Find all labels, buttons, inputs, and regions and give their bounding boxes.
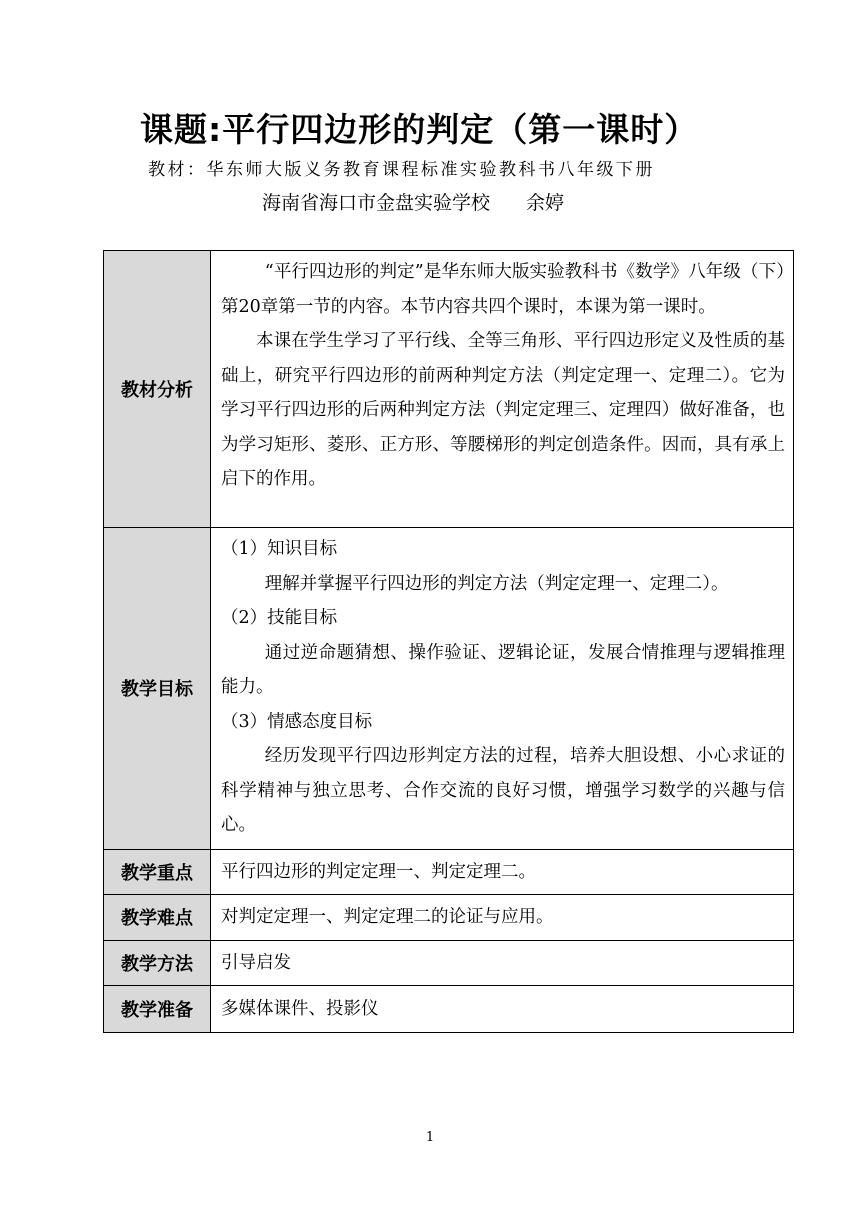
goal-text-attitude: 经历发现平行四边形判定方法的过程，培养大胆设想、小心求证的科学精神与独立思考、合作交流的良好习惯，增强学习数学的兴趣与信心。 [221,746,785,835]
row-label-difficulties: 教学难点 [104,894,211,940]
row-content-key-points: 平行四边形的判定定理一、判定定理二。 [211,849,794,894]
table-row-difficulties [104,894,794,940]
table-row-analysis [104,251,794,528]
page-title: 课题:平行四边形的判定（第一课时） [140,110,699,149]
row-label-analysis: 教材分析 [104,251,211,528]
analysis-paragraph-2: 本课在学生学习了平行线、全等三角形、平行四边形定义及性质的基础上，研究平行四边形的前两种判定方法（判定定理一、定理二）。它为学习平行四边形的后两种判定方法（判定定理三、定理四）做好准备，也为学习矩形、菱形、正方形、等腰梯形的判定创造条件。因而，具有承上启下的作用。 [221,331,785,489]
table-row-method [104,940,794,985]
table-row-key-points [104,849,794,894]
author-line [262,188,564,215]
school-name: 海南省海口市金盘实验学校 [262,192,491,214]
row-label-method: 教学方法 [104,940,211,985]
analysis-paragraph-1: “平行四边形的判定”是华东师大版实验教科书《数学》八年级（下）第20章第一节的内容。本节内容共四个课时，本课为第一课时。 [221,262,785,317]
table-row-preparation [104,985,794,1032]
table-row-goals [104,528,794,850]
row-content-goals [211,528,794,850]
goal-text-knowledge: 理解并掌握平行四边形的判定方法（判定定理一、定理二）。 [264,573,729,594]
row-label-goals: 教学目标 [104,528,211,850]
row-content-difficulties: 对判定定理一、判定定理二的论证与应用。 [211,894,794,940]
author-name: 余婷 [526,192,565,214]
row-content-method: 引导启发 [211,940,794,985]
lesson-plan-table [103,250,794,1033]
goal-heading-knowledge: （1）知识目标 [221,539,338,559]
row-label-key-points: 教学重点 [104,849,211,894]
goal-heading-attitude: （3）情感态度目标 [221,711,373,732]
row-label-preparation: 教学准备 [104,985,211,1032]
row-content-preparation: 多媒体课件、投影仪 [211,985,794,1032]
textbook-line: 教材：华东师大版义务教育课程标准实验教科书八年级下册 [148,160,655,180]
row-content-analysis [211,251,794,528]
goal-text-skill: 通过逆命题猜想、操作验证、逻辑论证，发展合情推理与逻辑推理能力。 [221,642,785,697]
page-number: 1 [425,1130,435,1145]
goal-heading-skill: （2）技能目标 [221,608,338,628]
